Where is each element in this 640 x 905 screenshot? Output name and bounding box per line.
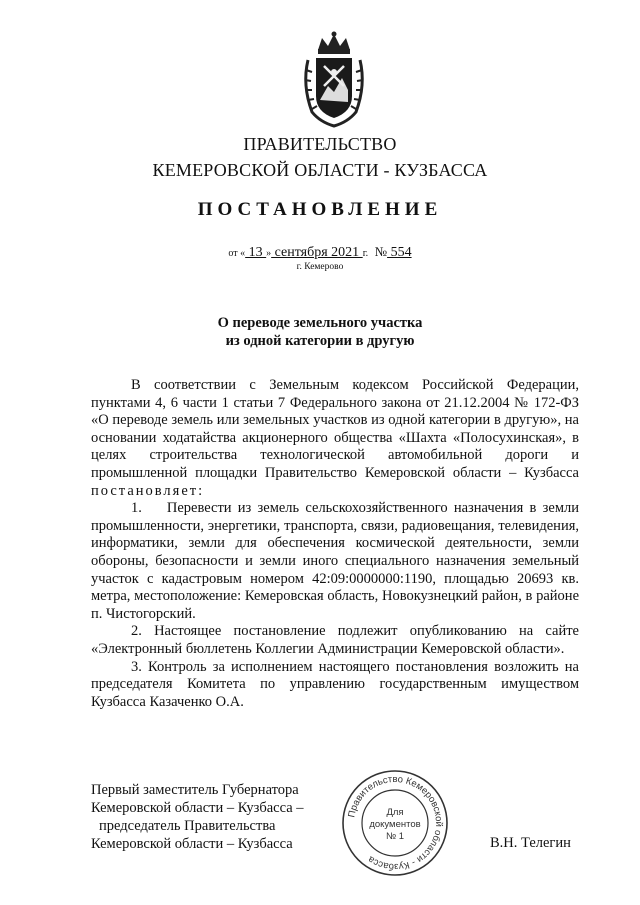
stamp-center-line3: № 1: [385, 831, 405, 842]
date-year-suffix: г.: [362, 248, 369, 259]
stamp-center-line2: документов: [369, 819, 421, 830]
item-1-paragraph: 1. Перевести из земель сельскохозяйственного назначения в земли промышленности, энергетики, транспорта, связи, радиовещания, телевидения, информатики, земли для обеспечения космической деятельности, земли обороны, безопасности и земли иного специального назначения земельный участок с кадастровым номером 42:09:0000000:1190, площадью 20693 кв. метра, местоположение: Кемеровская область, Новокузнецкий район, в районе п. Чистогорский.: [91, 500, 579, 622]
date-month-year: сентября 2021: [271, 245, 363, 260]
stamp-ring-text: Правительство Кемеровской области - Кузбасса: [346, 773, 445, 873]
signatory-line1: Первый заместитель Губернатора: [91, 782, 299, 798]
document-body: [91, 377, 579, 711]
date-number-line: [0, 244, 640, 261]
document-subject: [0, 314, 640, 350]
preamble-paragraph: [91, 377, 579, 500]
date-from-prefix: от «: [228, 248, 246, 259]
signatory-position: [91, 781, 304, 853]
signatory-line3: председатель Правительства: [99, 818, 276, 834]
number-sign: №: [374, 244, 388, 259]
government-title-line1: ПРАВИТЕЛЬСТВО: [243, 134, 397, 154]
date-day-close: »: [266, 248, 272, 259]
signatory-line4: Кемеровской области – Кузбасса: [91, 836, 293, 852]
decrees-word: постановляет:: [91, 482, 205, 499]
date-day: 13: [245, 245, 267, 260]
signer-name: В.Н. Телегин: [490, 835, 571, 851]
subject-line2: из одной категории в другую: [225, 333, 415, 349]
stamp-center-line1: Для: [386, 807, 404, 818]
document-type-heading: ПОСТАНОВЛЕНИЕ: [197, 199, 443, 220]
coat-of-arms-emblem: [298, 30, 370, 130]
government-title-line2: КЕМЕРОВСКОЙ ОБЛАСТИ - КУЗБАССА: [152, 160, 488, 180]
official-stamp: [340, 768, 450, 878]
subject-line1: О переводе земельного участка: [217, 315, 423, 331]
document-number: 554: [387, 245, 412, 260]
city-label: г. Кемерово: [296, 262, 344, 272]
signatory-line2: Кемеровской области – Кузбасса –: [91, 800, 304, 816]
preamble-text: В соответствии с Земельным кодексом Российской Федерации, пунктами 4, 6 части 1 статьи 7 Федерального закона от 21.12.2004 № 172-ФЗ «О переводе земель или земельных участков из одной категории в другую», на основании ходатайства акционерного общества «Шахта «Полосухинская», в целях строительства технологической автомобильной дороги и промышленной площадки Правительство Кемеровской области – Кузбасса: [91, 377, 579, 481]
item-2-paragraph: 2. Настоящее постановление подлежит опубликованию на сайте «Электронный бюллетень Коллегии Администрации Кемеровской области».: [91, 623, 579, 657]
item-3-paragraph: 3. Контроль за исполнением настоящего постановления возложить на председателя Комитета по управлению государственным имуществом Кузбасса Казаченко О.А.: [91, 658, 579, 710]
